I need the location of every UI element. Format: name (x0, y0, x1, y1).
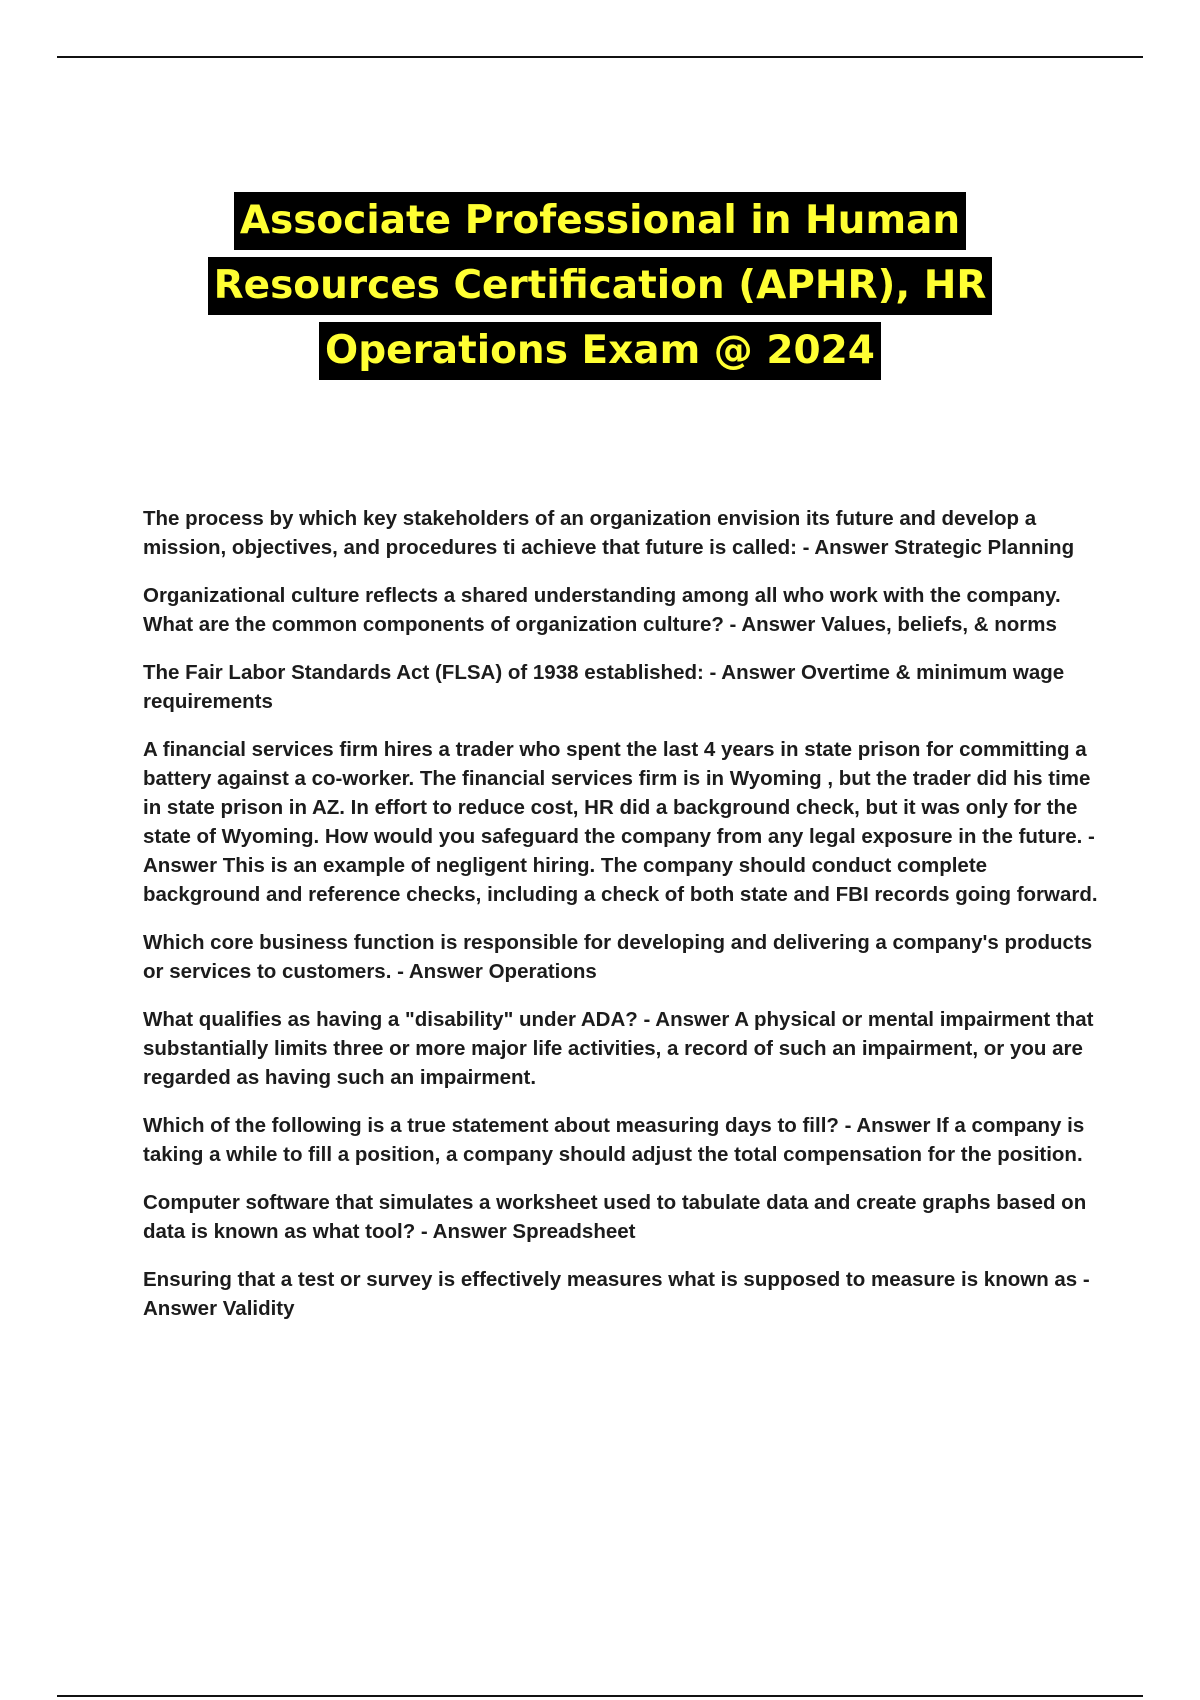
qa-item-organizational-culture: Organizational culture reflects a shared understanding among all who work with the company. What are the common components of organization culture? - Answer Values, beliefs, & norms (143, 584, 1061, 636)
title-line-3: Operations Exam @ 2024 (319, 322, 881, 380)
qa-item-operations: Which core business function is responsible for developing and delivering a company's products or services to customers. - Answer Operations (143, 931, 1093, 983)
bottom-divider (57, 1695, 1143, 1697)
qa-item-strategic-planning: The process by which key stakeholders of an organization envision its future and develop a mission, objectives, and procedures ti achieve that future is called: - Answer Strategic Planning (143, 507, 1075, 559)
qa-item-flsa: The Fair Labor Standards Act (FLSA) of 1938 established: - Answer Overtime & minimum wage requirements (143, 661, 1065, 713)
document-title (0, 192, 1200, 387)
title-line-1: Associate Professional in Human (234, 192, 966, 250)
question-answer-list (143, 504, 1103, 1342)
qa-item-negligent-hiring: A financial services firm hires a trader who spent the last 4 years in state prison for committing a battery against a co-worker. The financial services firm is in Wyoming , but the trader did his time in state prison in AZ. In effort to reduce cost, HR did a background check, but it was only for the state of Wyoming. How would you safeguard the company from any legal exposure in the future. - Answer This is an example of negligent hiring. The company should conduct complete background and reference checks, including a check of both state and FBI records going forward. (143, 738, 1098, 906)
top-divider (57, 56, 1143, 58)
qa-item-validity: Ensuring that a test or survey is effectively measures what is supposed to measure is known as - Answer Validity (143, 1268, 1090, 1320)
qa-item-days-to-fill: Which of the following is a true statement about measuring days to fill? - Answer If a company is taking a while to fill a position, a company should adjust the total compensation for the position. (143, 1114, 1085, 1166)
title-line-2: Resources Certification (APHR), HR (208, 257, 993, 315)
qa-item-spreadsheet: Computer software that simulates a worksheet used to tabulate data and create graphs based on data is known as what tool? - Answer Spreadsheet (143, 1191, 1087, 1243)
qa-item-ada-disability: What qualifies as having a "disability" under ADA? - Answer A physical or mental impairment that substantially limits three or more major life activities, a record of such an impairment, or you are regarded as having such an impairment. (143, 1008, 1094, 1089)
